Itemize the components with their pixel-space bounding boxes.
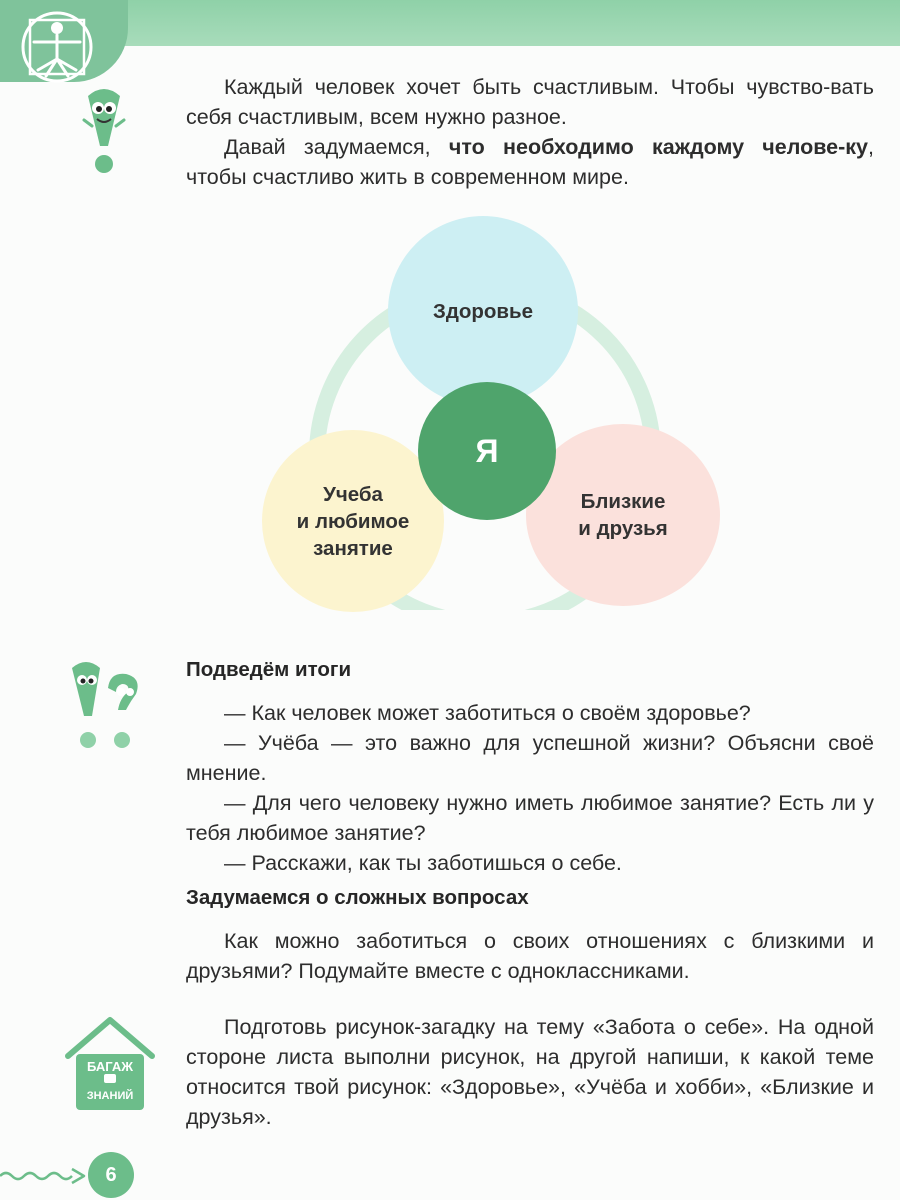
exclamation-mascot-icon xyxy=(78,82,130,178)
summary-question-1: — Как человек может заботиться о своём здоровье? xyxy=(224,701,751,725)
wavy-arrow-icon xyxy=(0,1164,90,1188)
intro-text-2-bold: что необходимо каждому челове-ку xyxy=(448,135,869,159)
task-paragraph xyxy=(186,1012,874,1132)
task-text: Подготовь рисунок-загадку на тему «Забота о себе». На одной стороне листа выполни рисунок, на другой напиши, к какой теме относится твой рисунок: «Здоровье», «Учёба и хобби», «Близкие и друзья». xyxy=(186,1015,874,1129)
close-label-line1: Близкие xyxy=(580,490,666,513)
summary-question-3: — Для чего человеку нужно иметь любимое занятие? Есть ли у тебя любимое занятие? xyxy=(186,791,874,845)
intro-text-1: Каждый человек хочет быть счастливым. Чтобы чувство-вать себя счастливым, всем нужно разное. xyxy=(186,75,874,129)
summary-question-2: — Учёба — это важно для успешной жизни? Объясни своё мнение. xyxy=(186,731,874,785)
badge-top-text: БАГАЖ xyxy=(87,1059,133,1074)
summary-questions xyxy=(186,698,874,878)
health-circle xyxy=(388,216,578,406)
house-knowledge-icon xyxy=(62,1014,158,1112)
intro-text-2-end: , чтобы счастливо жить в современном мире. xyxy=(186,135,874,189)
study-label-line2: и любимое xyxy=(296,509,410,533)
study-label-line1: Учеба xyxy=(323,482,383,506)
summary-heading: Подведём итоги xyxy=(186,658,352,681)
summary-question-4: — Расскажи, как ты заботишься о себе. xyxy=(224,851,622,875)
health-label: Здоровье xyxy=(432,299,534,323)
vitruvian-man-logo-icon xyxy=(14,4,100,90)
hard-questions-text: Как можно заботиться о своих отношениях с близкими и друзьями? Подумайте вместе с одноклассниками. xyxy=(186,929,874,983)
me-circle xyxy=(418,382,556,520)
intro-text-2-start: Давай задумаемся, xyxy=(224,135,449,159)
close-label-line2: и друзья xyxy=(578,517,668,540)
exclamation-question-mascot-icon xyxy=(64,658,148,750)
intro-paragraph xyxy=(186,72,874,192)
badge-bottom-text: ЗНАНИЙ xyxy=(86,1090,134,1102)
happiness-diagram xyxy=(250,210,720,610)
study-circle xyxy=(262,430,444,612)
hard-questions-paragraph xyxy=(186,926,874,986)
header-band xyxy=(0,0,900,46)
hard-questions-heading: Задумаемся о сложных вопросах xyxy=(186,886,529,909)
page-number: 6 xyxy=(88,1152,134,1198)
intro-text-2 xyxy=(186,132,874,192)
me-label: Я xyxy=(475,432,499,469)
study-label-line3: занятие xyxy=(313,536,393,560)
